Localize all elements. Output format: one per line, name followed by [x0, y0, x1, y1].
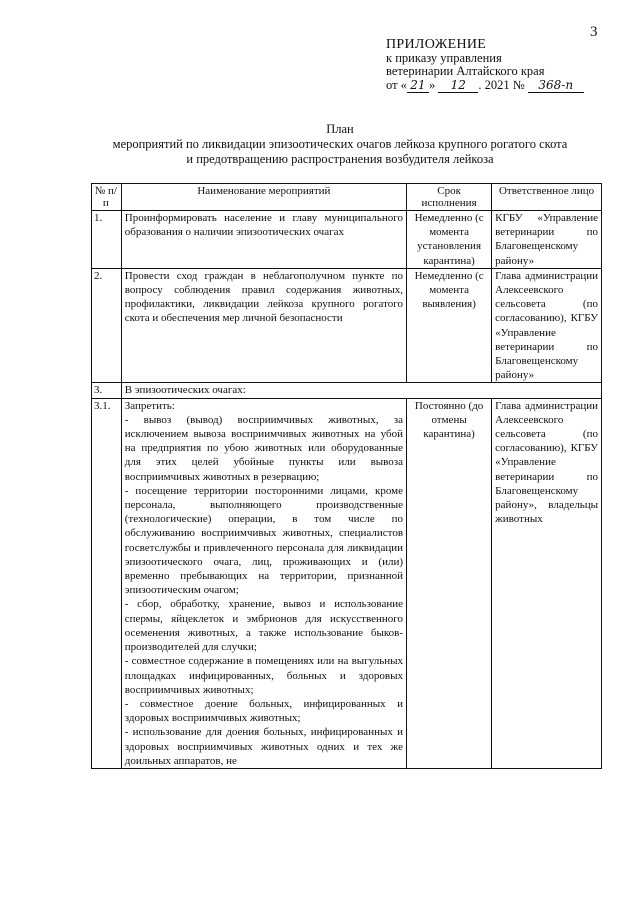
- row-3-1-item: Запретить:: [124, 399, 175, 412]
- date-day: 21: [407, 79, 429, 94]
- header-name: Наименование мероприятий: [121, 184, 406, 211]
- row-3-1-item: - совместное содержание в помещениях или на выгульных площадках инфицированных, больных и здоровых восприимчивых животных;: [124, 655, 404, 696]
- plan-subtitle-line-2: и предотвращению распространения возбудителя лейкоза: [186, 152, 494, 166]
- appendix-block: [386, 38, 584, 93]
- header-responsible: Ответственное лицо: [492, 184, 602, 211]
- order-number: 368-п: [528, 79, 584, 94]
- measures-table: [91, 183, 602, 769]
- row-3-1-num: 3.1.: [92, 398, 122, 768]
- row-2-responsible: Глава администрации Алексеевского сельсовета (по согласованию), КГБУ «Управление ветеринарии по Благовещенскому району»: [492, 268, 602, 383]
- row-1-name: Проинформировать население и главу муниципального образования о наличии эпизоотических очагах: [121, 211, 406, 269]
- row-3-name: В эпизоотических очагах:: [121, 383, 601, 398]
- appendix-title: ПРИЛОЖЕНИЕ: [386, 37, 487, 52]
- row-3-1-responsible: Глава администрации Алексеевского сельсовета (по согласованию), КГБУ «Управление ветеринарии по Благовещенскому району», владельцы животных: [492, 398, 602, 768]
- table-header-row: [92, 184, 602, 211]
- date-prefix: от «: [386, 77, 407, 92]
- date-year: . 2021 №: [478, 77, 525, 92]
- header-term: Срок исполнения: [407, 184, 492, 211]
- row-2-num: 2.: [92, 268, 122, 383]
- row-3-1-item: - сбор, обработку, хранение, вывоз и использование спермы, яйцеклеток и эмбрионов для искусственного осеменения животных, а также использование быков-производителей для случки;: [124, 598, 404, 654]
- row-3-1-item: - вывоз (вывод) восприимчивых животных, за исключением вывоза восприимчивых животных на убой на предприятия по убою животных или оборудованные для этих целей убойные пункты или вывоза восприимчивых животных в резервацию;: [124, 413, 404, 483]
- table-row: [92, 383, 602, 398]
- row-3-1-item: - совместное доение больных, инфицированных и здоровых восприимчивых животных;: [124, 697, 404, 725]
- row-3-1-item: - посещение территории посторонними лицами, кроме персонала, выполняющего производственные (технологические) операции, в том числе по обслуживанию восприимчивых животных, специалистов госветслужбы и привлеченного персонала для ликвидации эпизоотического очага, лиц, проживающих и (или) временно пребывающих на территории, признанной эпизоотическим очагом;: [124, 484, 404, 597]
- plan-subtitle-line-1: мероприятий по ликвидации эпизоотических очагов лейкоза крупного рогатого скота: [112, 137, 568, 151]
- row-1-num: 1.: [92, 211, 122, 269]
- table-row: [92, 398, 602, 768]
- page-number: 3: [590, 24, 598, 40]
- table-row: [92, 268, 602, 383]
- plan-heading: [60, 122, 620, 167]
- row-1-term: Немедленно (с момента установления карантина): [407, 211, 492, 269]
- appendix-date-line: [386, 79, 584, 94]
- appendix-line-2: ветеринарии Алтайского края: [386, 64, 545, 78]
- table-row: [92, 211, 602, 269]
- row-3-1-item: - использование для доения больных, инфицированных и здоровых восприимчивых животных одних и тех же доильных аппаратов, не: [124, 726, 404, 767]
- row-2-name: Провести сход граждан в неблагополучном пункте по вопросу соблюдения правил содержания животных, профилактики, ликвидации лейкоза крупного рогатого скота и обеспечения мер личной безопасности: [121, 268, 406, 383]
- appendix-line-1: к приказу управления: [386, 50, 502, 65]
- row-3-1-name: [121, 398, 406, 768]
- row-2-term: Немедленно (с момента выявления): [407, 268, 492, 383]
- row-1-responsible: КГБУ «Управление ветеринарии по Благовещенскому району»: [492, 211, 602, 269]
- date-month: 12: [438, 79, 478, 94]
- plan-title: План: [326, 122, 354, 136]
- date-sep: »: [428, 77, 436, 92]
- header-num: № п/п: [92, 184, 122, 211]
- row-3-1-term: Постоянно (до отмены карантина): [407, 398, 492, 768]
- row-3-num: 3.: [92, 383, 122, 398]
